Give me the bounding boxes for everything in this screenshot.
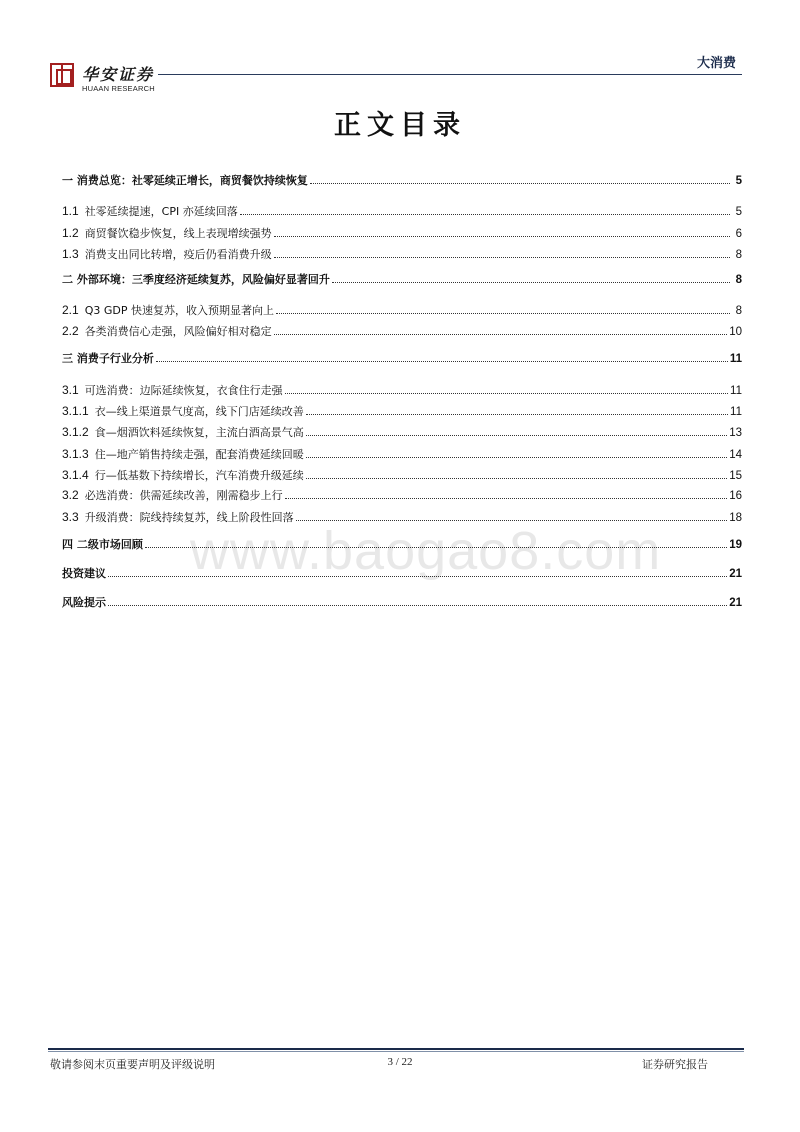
- toc-entry-label: 衣—线上渠道景气度高，线下门店延续改善: [94, 405, 304, 418]
- toc-entry-page: 18: [729, 512, 742, 524]
- toc-entry-number: 3.3: [62, 510, 79, 524]
- toc-entry-page: 21: [729, 597, 742, 609]
- company-logo-icon: [50, 63, 74, 87]
- toc-entry-number: 3.1.1: [62, 404, 89, 418]
- toc-entry-label: 升级消费：院线持续复苏，线上阶段性回落: [84, 511, 294, 524]
- toc-dot-leader: [145, 547, 727, 548]
- toc-dot-leader: [306, 414, 728, 415]
- toc-entry-number: 3.2: [62, 488, 79, 502]
- toc-entry-label: 四 二级市场回顾: [62, 538, 143, 551]
- toc-dot-leader: [306, 435, 728, 436]
- toc-entry-number: 3.1.4: [62, 468, 89, 482]
- toc-entry-label: 行—低基数下持续增长，汽车消费升级延续: [94, 469, 304, 482]
- toc-entry-page: 11: [730, 385, 742, 397]
- toc-entry-page: 14: [729, 449, 742, 461]
- toc-entry-page: 13: [729, 427, 742, 439]
- toc-entry-label: 食—烟酒饮料延续恢复，主流白酒高景气高: [94, 426, 304, 439]
- toc-entry-label: 二 外部环境：三季度经济延续复苏，风险偏好显著回升: [62, 273, 330, 286]
- toc-dot-leader: [296, 520, 728, 521]
- page-header: [0, 0, 800, 110]
- toc-entry[interactable]: [62, 508, 742, 526]
- page-number: 3 / 22: [387, 1056, 413, 1068]
- toc-entry[interactable]: [62, 536, 742, 554]
- toc-dot-leader: [156, 361, 728, 362]
- toc-entry-label: 商贸餐饮稳步恢复，线上表现增续强势: [84, 227, 272, 240]
- toc-dot-leader: [285, 498, 728, 499]
- toc-entry[interactable]: [62, 445, 742, 463]
- toc-dot-leader: [306, 457, 728, 458]
- footer-divider: [48, 1048, 744, 1050]
- toc-dot-leader: [108, 605, 727, 606]
- toc-entry-label: 社零延续提速，CPI 亦延续回落: [84, 205, 238, 218]
- footer-report-type: 证券研究报告: [642, 1058, 708, 1071]
- toc-entry-page: 15: [729, 470, 742, 482]
- toc-entry[interactable]: [62, 271, 742, 289]
- toc-dot-leader: [332, 282, 730, 283]
- toc-dot-leader: [274, 236, 730, 237]
- toc-entry-number: 3.1: [62, 383, 79, 397]
- toc-entry[interactable]: [62, 423, 742, 441]
- toc-entry-label: 风险提示: [62, 596, 106, 609]
- footer-disclaimer: 敬请参阅末页重要声明及评级说明: [50, 1058, 215, 1071]
- toc-dot-leader: [274, 334, 728, 335]
- sector-tag: 大消费: [696, 56, 736, 71]
- logo-chinese-name: 华安证券: [82, 65, 155, 84]
- toc-entry[interactable]: [62, 381, 742, 399]
- toc-entry-page: 11: [729, 353, 742, 365]
- toc-entry[interactable]: [62, 224, 742, 242]
- toc-dot-leader: [108, 576, 727, 577]
- footer-divider-thin: [48, 1051, 744, 1052]
- toc-entry-label: 一 消费总览：社零延续正增长，商贸餐饮持续恢复: [62, 174, 308, 187]
- page-title: 正文目录: [334, 110, 466, 141]
- toc-dot-leader: [306, 478, 728, 479]
- toc-entry-number: 3.1.3: [62, 447, 89, 461]
- logo-english-name: HUAAN RESEARCH: [82, 84, 155, 93]
- toc-entry-page: 21: [729, 568, 742, 580]
- toc-dot-leader: [240, 214, 730, 215]
- toc-entry-number: 1.3: [62, 247, 79, 261]
- toc-entry-label: 投资建议: [62, 567, 106, 580]
- toc-entry[interactable]: [62, 594, 742, 612]
- watermark: www.baogao8.com: [190, 521, 662, 581]
- toc-entry-page: 6: [735, 228, 742, 240]
- toc-entry-page: 5: [735, 206, 742, 218]
- toc-entry-page: 8: [735, 305, 742, 317]
- toc-entry-page: 11: [730, 406, 742, 418]
- toc-entry-label: 各类消费信心走强，风险偏好相对稳定: [84, 325, 272, 338]
- toc-entry-label: Q3 GDP 快速复苏，收入预期显著向上: [84, 304, 274, 317]
- toc-entry-number: 1.1: [62, 204, 79, 218]
- toc-entry-page: 10: [729, 326, 742, 338]
- toc-entry-page: 8: [735, 274, 742, 286]
- toc-entry[interactable]: [62, 301, 742, 319]
- toc-entry[interactable]: [62, 466, 742, 484]
- toc-entry-label: 住—地产销售持续走强，配套消费延续回暖: [94, 448, 304, 461]
- toc-entry[interactable]: [62, 322, 742, 340]
- toc-entry[interactable]: [62, 402, 742, 420]
- toc-entry-page: 8: [735, 249, 742, 261]
- toc-entry-number: 1.2: [62, 226, 79, 240]
- toc-entry-number: 2.1: [62, 303, 79, 317]
- toc-dot-leader: [274, 257, 730, 258]
- toc-entry-number: 3.1.2: [62, 425, 89, 439]
- toc-entry-page: 19: [729, 539, 742, 551]
- toc-entry-label: 必选消费：供需延续改善，刚需稳步上行: [84, 489, 283, 502]
- toc-entry[interactable]: [62, 486, 742, 504]
- toc-dot-leader: [310, 183, 730, 184]
- toc-dot-leader: [276, 313, 730, 314]
- toc-dot-leader: [285, 393, 728, 394]
- toc-entry[interactable]: [62, 350, 742, 368]
- toc-entry[interactable]: [62, 172, 742, 190]
- toc-entry[interactable]: [62, 202, 742, 220]
- toc-entry-label: 三 消费子行业分析: [62, 352, 154, 365]
- toc-entry-page: 16: [729, 490, 742, 502]
- header-divider: [158, 74, 742, 75]
- toc-entry[interactable]: [62, 565, 742, 583]
- toc-entry-label: 可选消费：边际延续恢复，衣食住行走强: [84, 384, 283, 397]
- toc-entry-number: 2.2: [62, 324, 79, 338]
- toc-entry-page: 5: [735, 175, 742, 187]
- toc-entry-label: 消费支出同比转增，疫后仍看消费升级: [84, 248, 272, 261]
- toc-entry[interactable]: [62, 245, 742, 263]
